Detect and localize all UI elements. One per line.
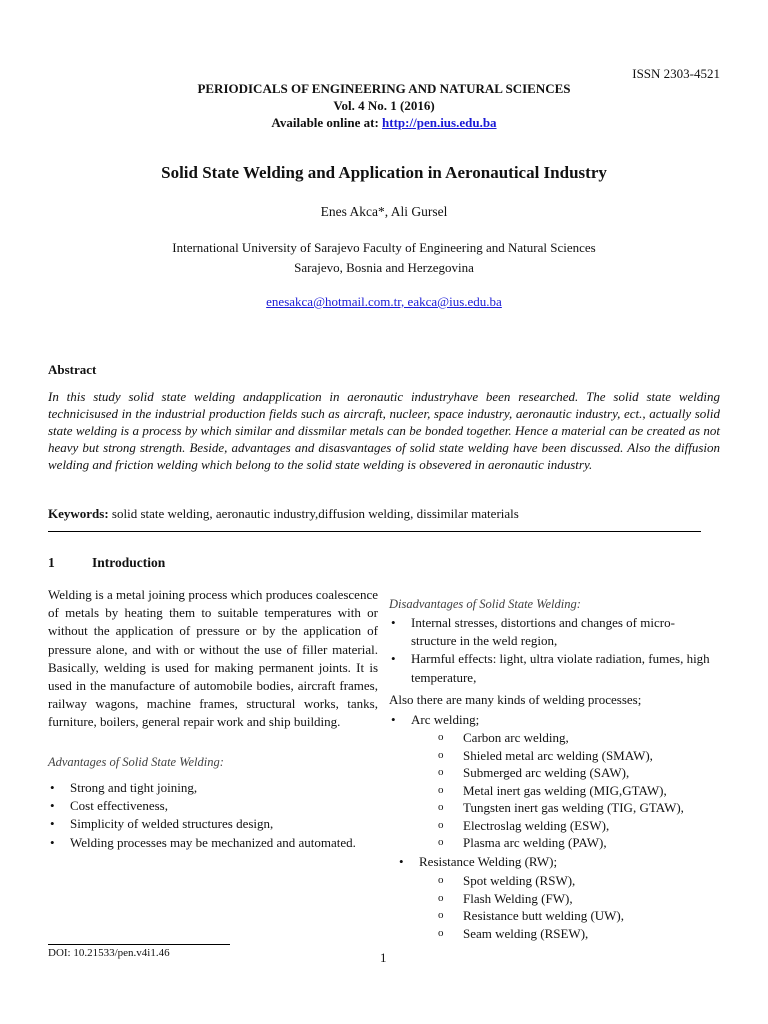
abstract-heading: Abstract xyxy=(48,362,97,377)
list-item: • Welding processes may be mechanized and automated. xyxy=(48,834,374,852)
affiliation-line-1: International University of Sarajevo Faculty of Engineering and Natural Sciences xyxy=(172,240,596,255)
journal-volume: Vol. 4 No. 1 (2016) xyxy=(333,98,435,113)
resistance-welding-types xyxy=(438,872,624,942)
list-item: • Resistance Welding (RW); xyxy=(397,853,557,871)
abstract-text: In this study solid state welding andapplication in aeronautic industryhave been researched. The solid state welding technicisused in the industrial production fields such as aircraft, nucleer, space industry, aeronautic industry, ect., actually solid state welding is a process by which similar and dissmilar metals can be bonded together. Hence a material can be created as not heavy but strong strength. Beside, advantages and disasvantages of solid state welding have been discussed. Also the diffusion welding and friction welding which belong to the solid state welding is obsevered in aeronautic industry. xyxy=(48,389,720,472)
journal-availability xyxy=(0,114,768,131)
list-item: o Plasma arc welding (PAW), xyxy=(438,834,684,852)
arc-welding-types xyxy=(438,729,684,852)
list-item: o Submerged arc welding (SAW), xyxy=(438,764,684,782)
paper-title: Solid State Welding and Application in Aeronautical Industry xyxy=(161,163,607,182)
section-divider xyxy=(48,531,701,532)
author-emails[interactable] xyxy=(0,294,768,310)
journal-url-link[interactable]: http://pen.ius.edu.ba xyxy=(382,115,497,130)
issn: ISSN 2303-4521 xyxy=(632,66,720,81)
list-item: o Carbon arc welding, xyxy=(438,729,684,747)
available-label: Available online at: xyxy=(271,115,383,130)
journal-name: PERIODICALS OF ENGINEERING AND NATURAL SCIENCES xyxy=(197,81,571,96)
list-item: o Metal inert gas welding (MIG,GTAW), xyxy=(438,782,684,800)
section-title: Introduction xyxy=(92,555,166,570)
list-item: • Strong and tight joining, xyxy=(48,779,374,797)
resistance-welding-item xyxy=(397,853,557,871)
disadvantages-list xyxy=(389,614,717,687)
list-item: • Simplicity of welded structures design, xyxy=(48,815,374,833)
journal-header xyxy=(0,80,768,131)
section-number: 1 xyxy=(48,555,55,570)
keywords xyxy=(48,506,519,522)
list-item: • Internal stresses, distortions and changes of micro-structure in the weld region, xyxy=(389,614,717,650)
section-heading-introduction xyxy=(48,555,165,571)
doi: DOI: 10.21533/pen.v4i1.46 xyxy=(48,947,170,959)
keywords-list: solid state welding, aeronautic industry,diffusion welding, dissimilar materials xyxy=(108,506,519,521)
disadvantages-heading: Disadvantages of Solid State Welding: xyxy=(389,597,581,611)
author-emails-link[interactable]: enesakca@hotmail.com.tr, eakca@ius.edu.ba xyxy=(266,294,502,309)
list-item: • Harmful effects: light, ultra violate radiation, fumes, high temperature, xyxy=(389,650,717,686)
list-item: o Electroslag welding (ESW), xyxy=(438,817,684,835)
list-item: o Resistance butt welding (UW), xyxy=(438,907,624,925)
list-item: o Spot welding (RSW), xyxy=(438,872,624,890)
list-item: o Shieled metal arc welding (SMAW), xyxy=(438,747,684,765)
list-item: o Tungsten inert gas welding (TIG, GTAW), xyxy=(438,799,684,817)
advantages-list xyxy=(48,779,374,852)
advantages-heading: Advantages of Solid State Welding: xyxy=(48,755,224,769)
affiliation xyxy=(0,238,768,278)
arc-welding-item xyxy=(389,711,479,729)
list-item: • Cost effectiveness, xyxy=(48,797,374,815)
introduction-paragraph: Welding is a metal joining process which produces coalescence of metals by heating them to suitable temperatures with or without the application of pressure or by the application of pressure alone, and with or without the use of filler material. Basically, welding is used for making permanent joints. It is used in the manufacture of automobile bodies, aircraft frames, railway wagons, machine frames, structural works, tanks, furniture, boilers, general repair work and ship building. xyxy=(48,587,378,730)
list-item: o Flash Welding (FW), xyxy=(438,890,624,908)
keywords-label: Keywords: xyxy=(48,506,109,521)
list-item: • Arc welding; xyxy=(389,711,479,729)
list-item: o Seam welding (RSEW), xyxy=(438,925,624,943)
paper-authors: Enes Akca*, Ali Gursel xyxy=(320,204,448,219)
page-number: 1 xyxy=(380,950,387,965)
welding-processes-intro: Also there are many kinds of welding processes; xyxy=(389,692,642,707)
footnote-divider xyxy=(48,944,230,945)
affiliation-line-2: Sarajevo, Bosnia and Herzegovina xyxy=(294,260,474,275)
